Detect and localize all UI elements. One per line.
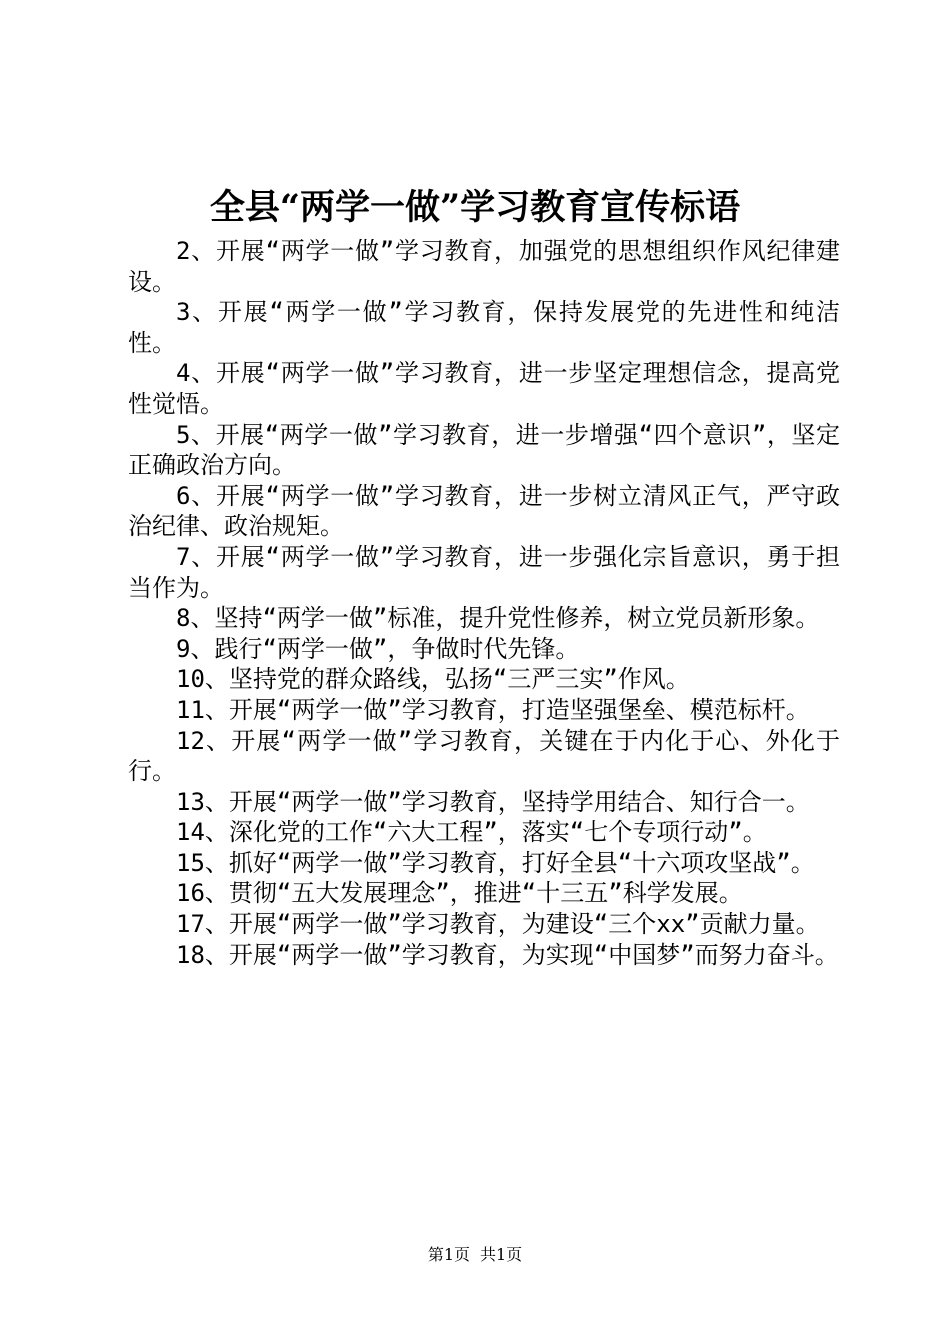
slogan-item: 13、开展“两学一做”学习教育，坚持学用结合、知行合一。: [176, 787, 810, 816]
slogan-item: 11、开展“两学一做”学习教育，打造坚强堡垒、模范标杆。: [176, 695, 810, 724]
slogan-item: 7、开展“两学一做”学习教育，进一步强化宗旨意识，勇于担当作为。: [128, 542, 840, 602]
document-title: 全县“两学一做”学习教育宣传标语: [209, 187, 741, 228]
slogan-item: 2、开展“两学一做”学习教育，加强党的思想组织作风纪律建设。: [128, 237, 840, 296]
slogan-item: 14、深化党的工作“六大工程”，落实“七个专项行动”。: [176, 818, 767, 847]
slogan-item: 10、坚持党的群众路线，弘扬“三严三实”作风。: [176, 665, 690, 694]
page-footer: [0, 1244, 950, 1266]
slogan-item: 15、抓好“两学一做”学习教育，打好全县“十六项攻坚战”。: [176, 848, 815, 877]
page-number-current: 第1页: [427, 1245, 470, 1264]
slogan-item: 16、贯彻“五大发展理念”，推进“十三五”科学发展。: [176, 879, 743, 908]
slogan-item: 17、开展“两学一做”学习教育，为建设“三个xx”贡献力量。: [176, 910, 820, 939]
slogan-item: 3、开展“两学一做”学习教育，保持发展党的先进性和纯洁性。: [128, 298, 840, 357]
slogan-item: 4、开展“两学一做”学习教育，进一步坚定理想信念，提高党性觉悟。: [128, 359, 840, 418]
slogan-list: [128, 236, 840, 970]
slogan-item: 18、开展“两学一做”学习教育，为实现“中国梦”而努力奋斗。: [176, 940, 839, 969]
slogan-item: 8、坚持“两学一做”标准，提升党性修养，树立党员新形象。: [176, 604, 820, 633]
slogan-item: 5、开展“两学一做”学习教育，进一步增强“四个意识”，坚定正确政治方向。: [128, 420, 840, 480]
slogan-item: 12、开展“两学一做”学习教育，关键在于内化于心、外化于行。: [128, 726, 840, 786]
page-number-total: 共1页: [480, 1245, 523, 1264]
slogan-item: 6、开展“两学一做”学习教育，进一步树立清风正气，严守政治纪律、政治规矩。: [128, 481, 840, 541]
slogan-item: 9、践行“两学一做”，争做时代先锋。: [176, 634, 580, 663]
